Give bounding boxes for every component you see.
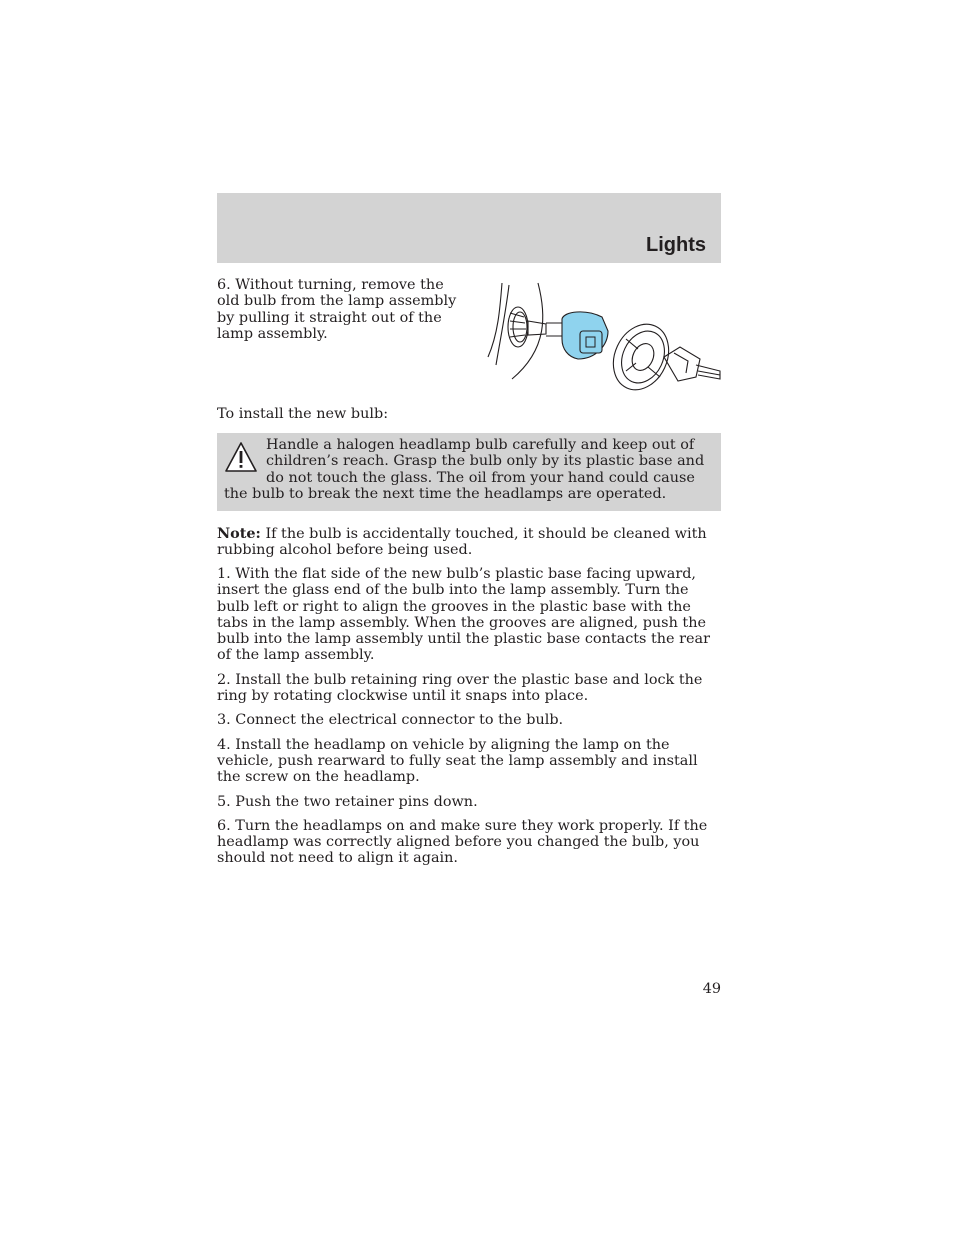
install-step: 4. Install the headlamp on vehicle by aligning the lamp on the vehicle, push rearward to fully seat the lamp assembly and install the screw on the headlamp. [217,736,698,786]
page-number: 49 [702,981,721,997]
headlamp-bulb-illustration [476,279,726,395]
section-header-band [217,193,721,263]
section-title: Lights [646,234,706,256]
warning-text: Handle a halogen headlamp bulb carefully and keep out of children’s reach. Grasp the bulb only by its plastic base and do not touch the glass. The oil from your hand could cause the bulb to break the next time the headlamps are operated. [224,437,705,502]
install-step: 2. Install the bulb retaining ring over the plastic base and lock the ring by rotating clockwise until it snaps into place. [217,671,703,705]
install-step: 3. Connect the electrical connector to the bulb. [217,712,564,729]
install-step: 5. Push the two retainer pins down. [217,793,478,810]
install-step: 1. With the flat side of the new bulb’s plastic base facing upward, insert the glass end of the bulb into the lamp assembly. Turn the bulb left or right to align the grooves in the plastic base with the tabs in the lamp assembly. When the grooves are aligned, push the bulb into the lamp assembly until the plastic base contacts the rear of the lamp assembly. [217,566,711,664]
warning-triangle-icon [224,440,258,474]
install-step: 6. Turn the headlamps on and make sure they work properly. If the headlamp was correctly aligned before you changed the bulb, you should not need to align it again. [217,817,708,867]
note-text: If the bulb is accidentally touched, it should be cleaned with rubbing alcohol before being used. [217,526,707,559]
note-label: Note: [217,525,261,542]
warning-box [217,433,721,511]
note-paragraph [217,526,721,559]
install-steps [217,566,721,875]
install-intro: To install the new bulb: [217,406,389,422]
removal-step-6: 6. Without turning, remove the old bulb from the lamp assembly by pulling it straight out of the lamp assembly. [217,277,457,342]
